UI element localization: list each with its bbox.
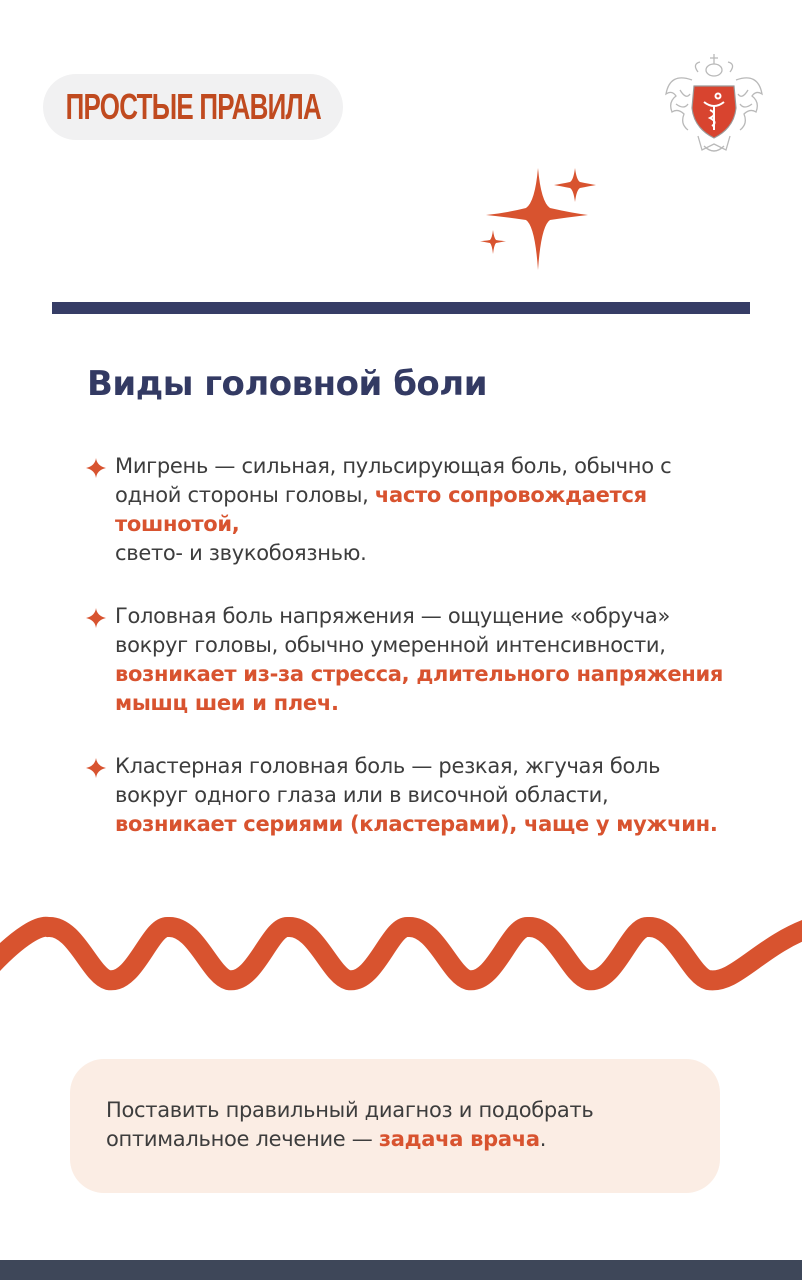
list-item-text: Кластерная головная боль — резкая, жгучая боль вокруг одного глаза или в височной области, возникает сериями (кластерами), чаще у мужчин. — [115, 754, 718, 836]
four-point-star-icon — [86, 608, 106, 628]
footer-bar — [0, 1260, 802, 1280]
badge-label: ПРОСТЫЕ ПРАВИЛА — [65, 86, 321, 127]
headache-types-list — [86, 452, 726, 873]
wavy-line-icon — [0, 905, 802, 1000]
page-title: Виды головной боли — [87, 364, 488, 404]
list-item-tension-headache — [86, 602, 726, 718]
note-highlight: задача врача — [378, 1127, 540, 1151]
highlight-text: возникает сериями (кластерами), чаще у мужчин. — [115, 812, 718, 836]
ministry-emblem-icon — [662, 50, 766, 158]
highlight-text: часто сопровождается тошнотой, — [115, 483, 647, 536]
four-point-star-icon — [86, 758, 106, 778]
highlight-text: возникает из-за стресса, длительного напряжения мышц шеи и плеч. — [115, 662, 724, 715]
note-text: Поставить правильный диагноз и подобрать оптимальное лечение — задача врача. — [106, 1098, 594, 1151]
list-item-cluster-headache — [86, 752, 726, 839]
four-point-star-icon — [86, 458, 106, 478]
section-badge — [43, 74, 343, 140]
divider-line — [52, 302, 750, 314]
note-box — [70, 1059, 720, 1193]
list-item-text: Мигрень — сильная, пульсирующая боль, обычно с одной стороны головы, часто сопровождается тошнотой, свето- и звукобоязнью. — [115, 454, 672, 565]
list-item-migraine — [86, 452, 726, 568]
list-item-text: Головная боль напряжения — ощущение «обруча» вокруг головы, обычно умеренной интенсивности, возникает из-за стресса, длительного напряжения мышц шеи и плеч. — [115, 604, 724, 715]
sparkles-icon — [478, 160, 608, 272]
